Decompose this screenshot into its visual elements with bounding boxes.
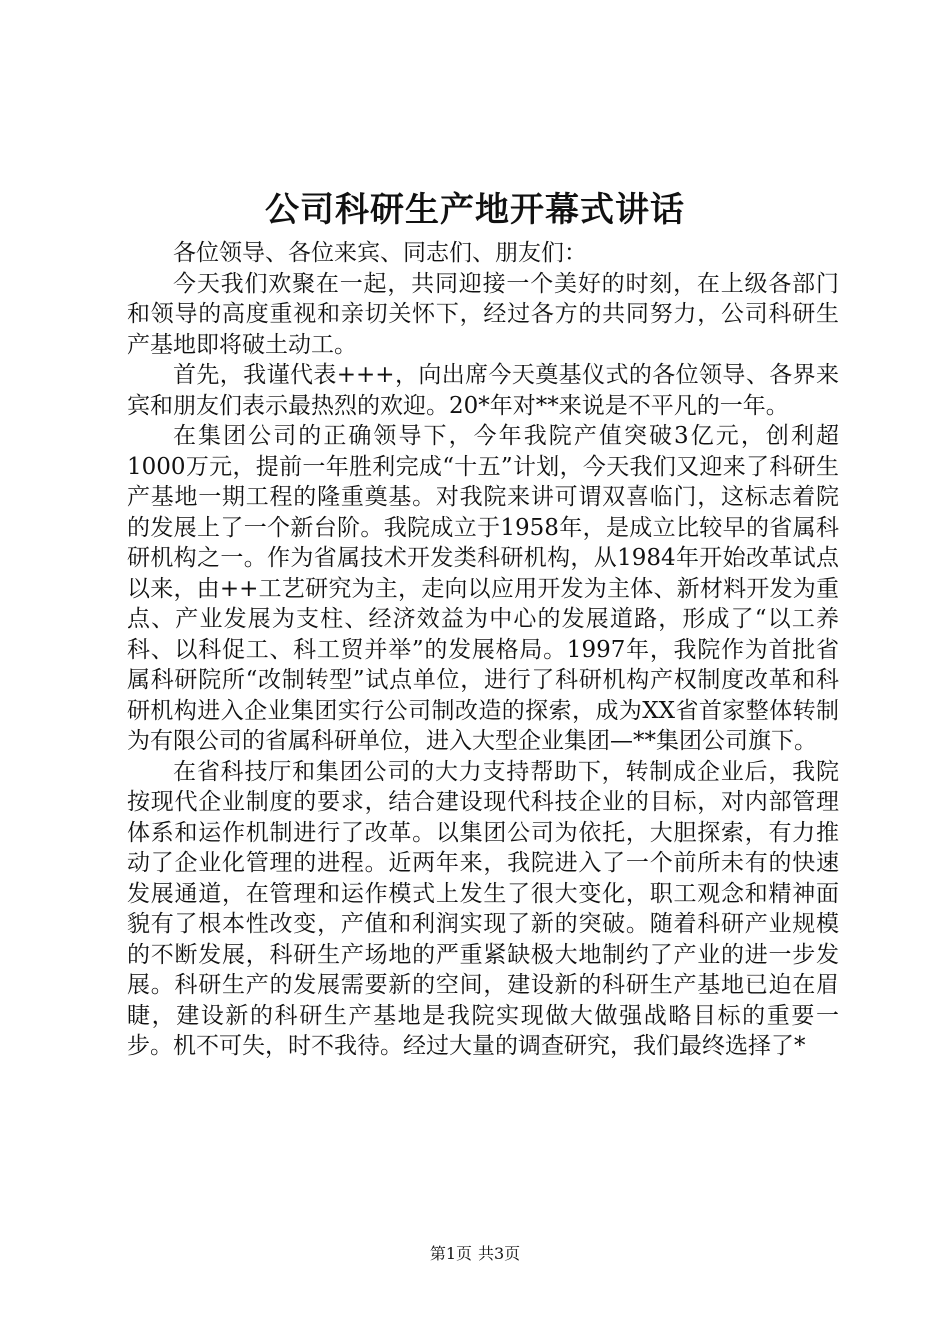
paragraph-4: 在省科技厅和集团公司的大力支持帮助下，转制成企业后，我院按现代企业制度的要求，结合建设现代科技企业的目标，对内部管理体系和运作机制进行了改革。以集团公司为依托，大胆探索，有力推动了企业化管理的进程。近两年来，我院进入了一个前所未有的快速发展通道，在管理和运作模式上发生了很大变化，职工观念和精神面貌有了根本性改变，产值和利润实现了新的突破。随着科研产业规模的不断发展，科研生产场地的严重紧缺极大地制约了产业的进一步发展。科研生产的发展需要新的空间，建设新的科研生产基地已迫在眉睫，建设新的科研生产基地是我院实现做大做强战略目标的重要一步。机不可失，时不我待。经过大量的调查研究，我们最终选择了* bbox=[127, 758, 839, 1059]
page-number-current: 第1页 bbox=[429, 1244, 472, 1263]
page-footer bbox=[0, 1243, 950, 1265]
document-title: 公司科研生产地开幕式讲话 bbox=[265, 190, 685, 230]
document-body bbox=[127, 238, 839, 1062]
paragraph-1: 今天我们欢聚在一起，共同迎接一个美好的时刻，在上级各部门和领导的高度重视和亲切关怀下，经过各方的共同努力，公司科研生产基地即将破土动工。 bbox=[127, 270, 839, 358]
salutation: 各位领导、各位来宾、同志们、朋友们： bbox=[173, 240, 587, 266]
paragraph-3: 在集团公司的正确领导下，今年我院产值突破3亿元，创利超1000万元，提前一年胜利完成“十五”计划，今天我们又迎来了科研生产基地一期工程的隆重奠基。对我院来讲可谓双喜临门，这标志着院的发展上了一个新台阶。我院成立于1958年，是成立比较早的省属科研机构之一。作为省属技术开发类科研机构，从1984年开始改革试点以来，由++工艺研究为主，走向以应用开发为主体、新材料开发为重点、产业发展为支柱、经济效益为中心的发展道路，形成了“以工养科、以科促工、科工贸并举”的发展格局。1997年，我院作为首批省属科研院所“改制转型”试点单位，进行了科研机构产权制度改革和科研机构进入企业集团实行公司制改造的探索，成为XX省首家整体转制为有限公司的省属科研单位，进入大型企业集团—**集团公司旗下。 bbox=[127, 423, 839, 754]
paragraph-2: 首先，我谨代表+++，向出席今天奠基仪式的各位领导、各界来宾和朋友们表示最热烈的欢迎。20*年对**来说是不平凡的一年。 bbox=[127, 362, 839, 419]
page-number-total: 共3页 bbox=[478, 1244, 521, 1263]
